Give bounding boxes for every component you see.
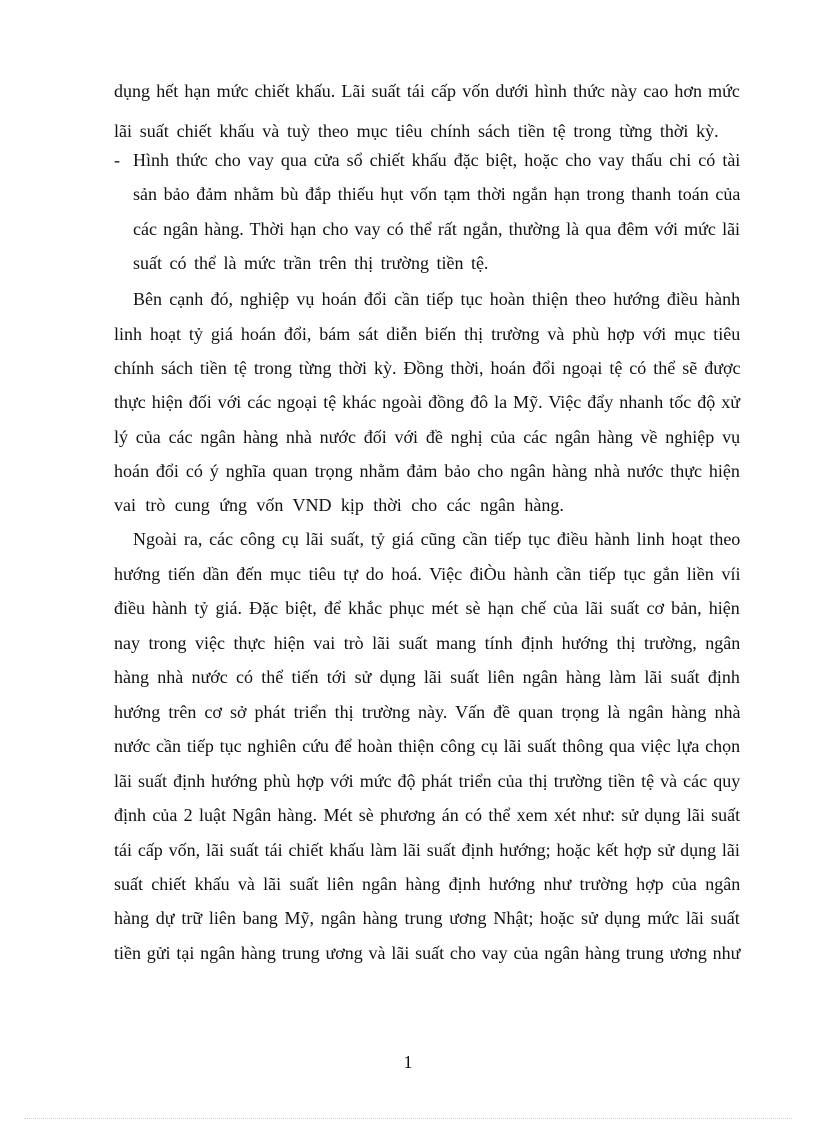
text-line: hoán đổi có ý nghĩa quan trọng nhằm đảm bảo cho ngân hàng nhà nước thực hiện [114, 461, 740, 481]
text-line: định của 2 luật Ngân hàng. Mét sè phương án có thể xem xét như: sử dụng lãi suất [114, 805, 741, 825]
text-line: tái cấp vốn, lãi suất tái chiết khấu làm lãi suất định hướng; hoặc kết hợp sử dụng lãi [114, 840, 740, 860]
text-line: sản bảo đảm nhằm bù đắp thiếu hụt vốn tạm thời ngắn hạn trong thanh toán của [133, 184, 741, 204]
text-line: Hình thức cho vay qua cửa sổ chiết khấu đặc biệt, hoặc cho vay thấu chi có tài [133, 150, 741, 170]
text-line: chính sách tiền tệ trong từng thời kỳ. Đồng thời, hoán đổi ngoại tệ có thể sẽ được [114, 358, 741, 378]
text-line: các ngân hàng. Thời hạn cho vay có thể rất ngắn, thường là qua đêm với mức lãi [133, 219, 741, 239]
text-line: điều hành tỷ giá. Đặc biệt, để khắc phục mét sè hạn chế của lãi suất cơ bản, hiện [114, 598, 740, 618]
text-line: hướng trên cơ sở phát triển thị trường này. Vấn đề quan trọng là ngân hàng nhà [114, 702, 741, 722]
text-line: lý của các ngân hàng nhà nước đối với đề nghị của các ngân hàng về nghiệp vụ [114, 427, 741, 447]
text-line: suất chiết khấu và lãi suất liên ngân hàng định hướng như trường hợp của ngân [114, 874, 741, 894]
text-line: lãi suất chiết khấu và tuỳ theo mục tiêu chính sách tiền tệ trong từng thời kỳ. [114, 121, 719, 141]
page-bottom-border [24, 1118, 792, 1119]
text-line: hàng nhà nước có thể tiến tới sử dụng lãi suất liên ngân hàng làm lãi suất định [114, 667, 740, 687]
text-line: thực hiện đối với các ngoại tệ khác ngoài đồng đô la Mỹ. Việc đẩy nhanh tốc độ xử [114, 392, 740, 412]
text-line: hướng tiến dần đến mục tiêu tự do hoá. Việc điÒu hành cần tiếp tục gắn liền víi [114, 564, 741, 584]
text-line: suất có thể là mức trần trên thị trường tiền tệ. [133, 253, 489, 273]
text-line: nước cần tiếp tục nghiên cứu để hoàn thiện công cụ lãi suất thông qua việc lựa chọn [114, 736, 741, 756]
bullet-marker: - [114, 150, 120, 170]
text-line: vai trò cung ứng vốn VND kịp thời cho các ngân hàng. [114, 495, 564, 515]
text-line: nay trong việc thực hiện vai trò lãi suất mang tính định hướng thị trường, ngân [114, 633, 741, 653]
text-line: Bên cạnh đó, nghiệp vụ hoán đổi cần tiếp tục hoàn thiện theo hướng điều hành [133, 289, 741, 309]
page-number: 1 [403, 1052, 413, 1072]
text-line: hàng dự trữ liên bang Mỹ, ngân hàng trung ương Nhật; hoặc sử dụng mức lãi suất [114, 908, 740, 928]
text-line: tiền gửi tại ngân hàng trung ương và lãi suất cho vay của ngân hàng trung ương như [114, 943, 741, 963]
text-line: Ngoài ra, các công cụ lãi suất, tỷ giá cũng cần tiếp tục điều hành linh hoạt theo [133, 529, 741, 549]
text-line: lãi suất định hướng phù hợp với mức độ phát triển của thị trường tiền tệ và các quy [114, 771, 741, 791]
text-line: dụng hết hạn mức chiết khấu. Lãi suất tái cấp vốn dưới hình thức này cao hơn mức [114, 81, 740, 101]
text-line: linh hoạt tỷ giá hoán đổi, bám sát diễn biến thị trường và phù hợp với mục tiêu [114, 324, 741, 344]
